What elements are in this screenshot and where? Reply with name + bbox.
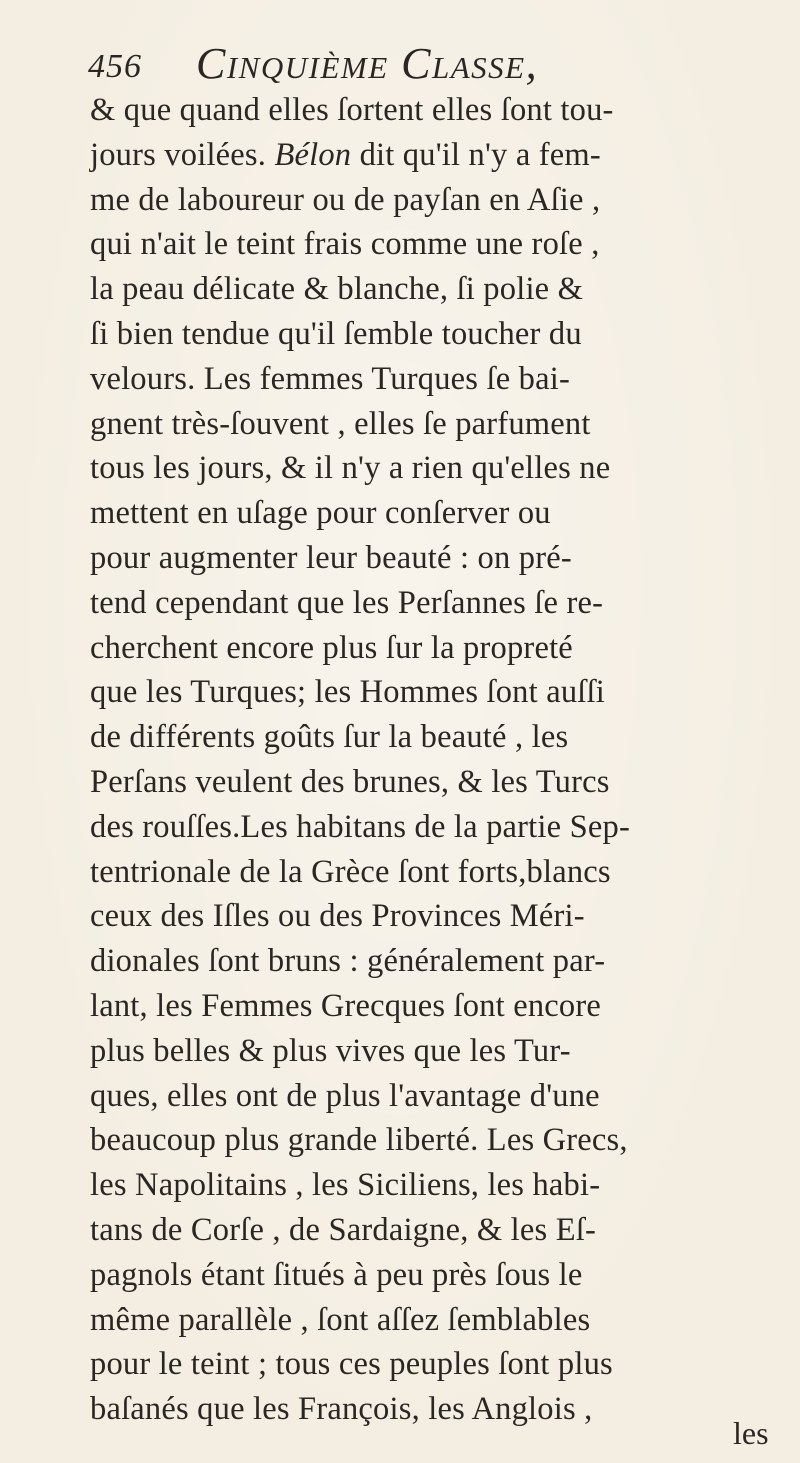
text-line: les Napolitains , les Siciliens, les habi- (90, 1167, 601, 1204)
text-segment: jours voilées. (90, 136, 275, 173)
text-line (90, 133, 795, 178)
text-line: gnent très-ſouvent , elles ſe parfument (90, 405, 591, 442)
text-line: qui n'ait le teint frais comme une roſe , (90, 226, 600, 263)
text-line: tentrionale de la Grèce ſont forts,blancs (90, 853, 611, 890)
text-line: même parallèle , ſont aſſez ſemblables (90, 1301, 591, 1338)
text-line: cherchent encore plus ſur la propreté (90, 629, 573, 666)
text-line: tans de Corſe , de Sardaigne, & les Eſ- (90, 1211, 596, 1248)
page-header (88, 38, 728, 92)
text-line: plus belles & plus vives que les Tur- (90, 1032, 571, 1069)
text-line: lant, les Femmes Grecques ſont encore (90, 987, 601, 1024)
text-line: dionales ſont bruns : généralement par- (90, 943, 606, 980)
text-line: beaucoup plus grande liberté. Les Grecs, (90, 1122, 628, 1159)
text-line: pagnols étant ſitués à peu près ſous le (90, 1256, 583, 1293)
text-line: mettent en uſage pour conſerver ou (90, 495, 551, 532)
running-head: Cinquième Classe, (196, 39, 539, 88)
text-line: ſi bien tendue qu'il ſemble toucher du (90, 315, 582, 352)
text-line: de différents goûts ſur la beauté , les (90, 719, 569, 756)
text-line: velours. Les femmes Turques ſe bai- (90, 360, 570, 397)
text-line: tous les jours, & il n'y a rien qu'elles ne (90, 450, 611, 487)
text-line: ques, elles ont de plus l'avantage d'une (90, 1077, 600, 1114)
text-line: pour augmenter leur beauté : on pré- (90, 539, 572, 576)
text-line: tend cependant que les Perſannes ſe re- (90, 584, 604, 621)
body-text (90, 88, 795, 1432)
text-line: pour le teint ; tous ces peuples ſont plus (90, 1346, 613, 1383)
page-number: 456 (88, 48, 142, 85)
text-line: & que quand elles ſortent elles ſont tou- (90, 92, 614, 128)
text-line: baſanés que les François, les Anglois , (90, 1391, 593, 1428)
author-name-italic: Bélon (274, 136, 352, 173)
text-line: que les Turques; les Hommes ſont auſſi (90, 674, 605, 711)
text-line: Perſans veulent des brunes, & les Turcs (90, 763, 610, 800)
text-segment: dit qu'il n'y a fem- (351, 136, 601, 173)
text-line: ceux des Iſles ou des Provinces Méri- (90, 898, 585, 935)
catchword: les (733, 1415, 769, 1451)
text-line: des rouſſes.Les habitans de la partie Sep- (90, 808, 630, 845)
text-line: me de laboureur ou de payſan en Aſie , (90, 181, 601, 218)
text-line: la peau délicate & blanche, ſi polie & (90, 271, 584, 308)
